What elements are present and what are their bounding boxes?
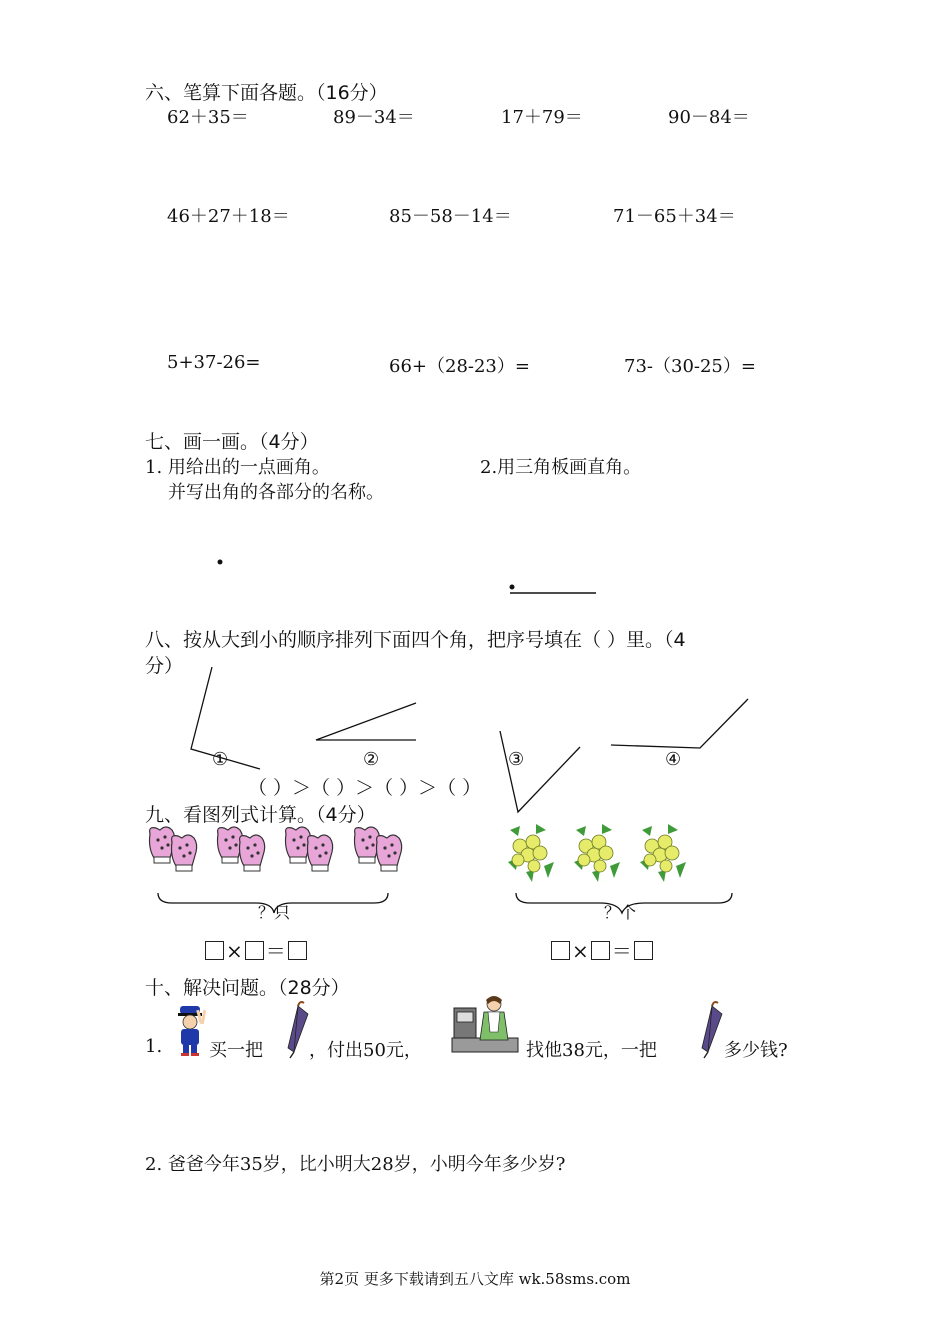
angle-label-3: ③ <box>508 749 525 770</box>
apples-group <box>508 824 686 882</box>
mittens-group <box>150 827 402 871</box>
question-2: 2. 爸爸今年35岁，比小明大28岁，小明今年多少岁? <box>145 1154 566 1175</box>
mitten-pair <box>150 827 197 871</box>
section-7-title: 七、画一画。（4分） <box>145 431 319 453</box>
answer-box[interactable] <box>551 941 570 960</box>
apple-bunch <box>640 824 686 882</box>
given-point-dot <box>218 560 223 565</box>
apple-bunch <box>508 824 554 882</box>
answer-box[interactable] <box>288 941 307 960</box>
equals-sign: ＝ <box>611 939 632 963</box>
answer-box[interactable] <box>245 941 264 960</box>
page-footer: 第2页 更多下载请到五八文库 wk.58sms.com <box>319 1270 631 1288</box>
angle-label-2: ② <box>363 749 380 770</box>
times-sign: × <box>226 939 243 963</box>
equals-sign: ＝ <box>265 939 286 963</box>
problem-6-6: 85－58－14＝ <box>389 206 512 227</box>
problem-6-7: 71－65＋34＝ <box>613 206 736 227</box>
umbrella-icon-2 <box>702 1002 722 1058</box>
section-9-title: 九、看图列式计算。（4分） <box>145 804 376 826</box>
police-kid-illustration <box>178 1006 206 1056</box>
angle-3 <box>500 731 580 812</box>
problem-6-8: 5+37-26= <box>167 352 261 373</box>
answer-box[interactable] <box>205 941 224 960</box>
draw-question-2: 2.用三角板画直角。 <box>480 457 642 478</box>
problem-6-2: 89－34＝ <box>333 107 415 128</box>
mitten-pair <box>218 827 265 871</box>
apple-bunch <box>574 824 620 882</box>
question-1-part-d: 多少钱? <box>724 1040 788 1061</box>
ray-start-dot <box>510 585 515 590</box>
equation-right <box>551 935 653 964</box>
question-1-number: 1. <box>145 1036 163 1057</box>
section-10-title: 十、解决问题。（28分） <box>145 977 350 999</box>
answer-box[interactable] <box>634 941 653 960</box>
mitten-pair <box>286 827 333 871</box>
total-apples-label: ？个 <box>604 903 637 922</box>
draw-question-1: 1. 用给出的一点画角。 <box>145 457 330 478</box>
angle-4 <box>611 699 748 748</box>
question-1-part-a: 买一把 <box>209 1040 263 1061</box>
question-1-part-c: 找他38元，一把 <box>526 1040 657 1061</box>
draw-question-1-line2: 并写出角的各部分的名称。 <box>168 482 384 503</box>
problem-6-4: 90－84＝ <box>668 107 750 128</box>
problem-6-9: 66+（28-23）= <box>389 356 530 377</box>
angle-2 <box>316 703 416 740</box>
section-8-title-cont: 分） <box>145 655 184 677</box>
order-answer-line: （ ）＞（ ）＞（ ）＞（ ） <box>248 777 482 799</box>
problem-6-10: 73-（30-25）= <box>624 356 756 377</box>
question-1-part-b: ，付出50元， <box>309 1040 422 1061</box>
total-mittens-label: ？只 <box>258 903 291 922</box>
cashier-illustration <box>452 996 518 1052</box>
problem-6-5: 46＋27＋18＝ <box>167 206 290 227</box>
equation-left <box>205 935 307 964</box>
times-sign: × <box>572 939 589 963</box>
mitten-pair <box>355 827 402 871</box>
angle-label-4: ④ <box>665 749 682 770</box>
section-6-title: 六、笔算下面各题。（16分） <box>145 82 388 104</box>
section-8-title: 八、按从大到小的顺序排列下面四个角，把序号填在（ ）里。（4 <box>145 629 686 651</box>
umbrella-icon <box>288 1002 308 1058</box>
problem-6-1: 62＋35＝ <box>167 107 249 128</box>
answer-box[interactable] <box>591 941 610 960</box>
problem-6-3: 17＋79＝ <box>501 107 583 128</box>
angle-label-1: ① <box>212 749 229 770</box>
